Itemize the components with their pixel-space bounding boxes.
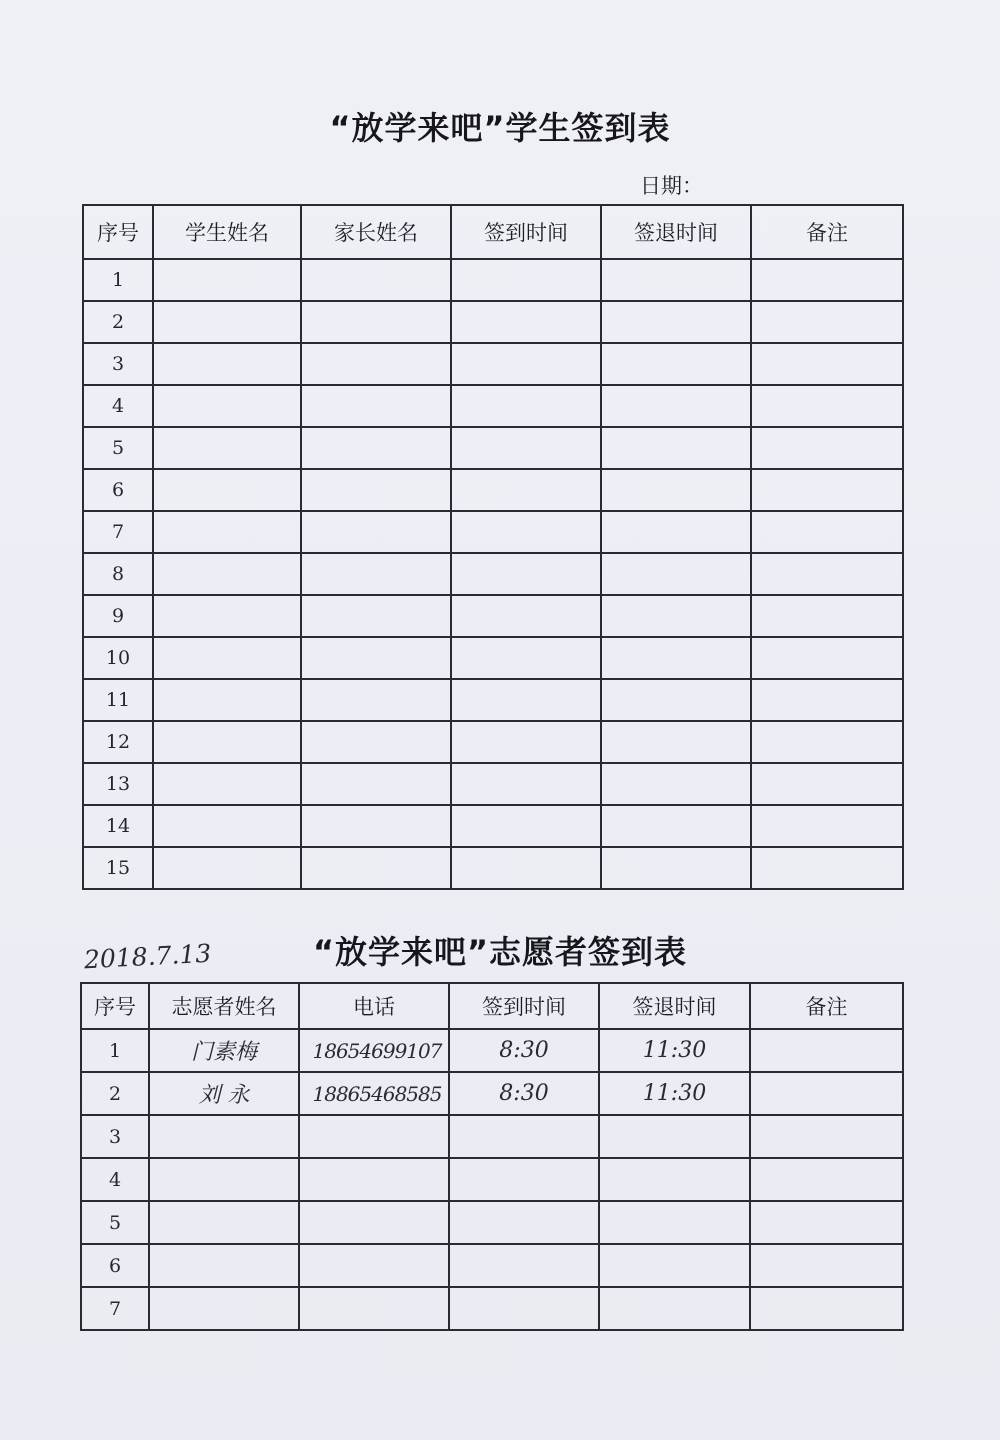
- student-name-cell: [153, 721, 301, 763]
- row-number: 7: [81, 1287, 149, 1330]
- sign-in-time-cell: [449, 1201, 599, 1244]
- student-sign-in-table: [82, 204, 904, 890]
- phone-cell: [299, 1287, 449, 1330]
- phone-cell: 18865468585: [299, 1072, 449, 1115]
- table-row: [83, 805, 903, 847]
- parent-name-cell: [301, 259, 451, 301]
- volunteer-sheet-title: “放学来吧”志愿者签到表: [312, 933, 688, 971]
- table-row: [81, 1115, 903, 1158]
- row-number: 14: [83, 805, 153, 847]
- column-header-volunteer-name: 志愿者姓名: [149, 983, 299, 1029]
- row-number: 4: [83, 385, 153, 427]
- sign-in-time-cell: [449, 1244, 599, 1287]
- sign-out-time-cell: [599, 1201, 750, 1244]
- sign-in-time-cell: [449, 1287, 599, 1330]
- student-name-cell: [153, 679, 301, 721]
- notes-cell: [751, 469, 903, 511]
- sign-out-time-cell: [601, 469, 751, 511]
- parent-name-cell: [301, 301, 451, 343]
- column-header-phone: 电话: [299, 983, 449, 1029]
- sign-in-time-cell: [451, 511, 601, 553]
- table-row: [81, 1072, 903, 1115]
- table-row: [83, 637, 903, 679]
- row-number: 6: [83, 469, 153, 511]
- sign-out-time-cell: [601, 721, 751, 763]
- sign-out-time-cell: [601, 301, 751, 343]
- sign-in-time-cell: [451, 343, 601, 385]
- phone-cell: [299, 1158, 449, 1201]
- student-name-cell: [153, 763, 301, 805]
- column-header-notes: 备注: [750, 983, 903, 1029]
- table-row: [83, 847, 903, 889]
- sign-out-time-cell: [601, 595, 751, 637]
- column-header-sign-out-time: 签退时间: [601, 205, 751, 259]
- sign-in-time-cell: [451, 721, 601, 763]
- sign-out-time-cell: 11:30: [599, 1072, 750, 1115]
- student-name-cell: [153, 385, 301, 427]
- table-row: [83, 427, 903, 469]
- volunteer-name-cell: [149, 1158, 299, 1201]
- student-name-cell: [153, 595, 301, 637]
- sign-out-time-cell: [601, 259, 751, 301]
- student-name-cell: [153, 343, 301, 385]
- row-number: 3: [81, 1115, 149, 1158]
- parent-name-cell: [301, 847, 451, 889]
- handwritten-date: 2018.7.13: [83, 938, 212, 975]
- sign-in-time-cell: [451, 679, 601, 721]
- table-row: [83, 469, 903, 511]
- column-header-parent-name: 家长姓名: [301, 205, 451, 259]
- table-header-row: [81, 983, 903, 1029]
- notes-cell: [750, 1072, 903, 1115]
- sign-in-time-cell: 8:30: [449, 1072, 599, 1115]
- phone-cell: [299, 1244, 449, 1287]
- notes-cell: [751, 595, 903, 637]
- table-row: [83, 721, 903, 763]
- table-row: [83, 679, 903, 721]
- column-header-student-name: 学生姓名: [153, 205, 301, 259]
- volunteer-name-cell: [149, 1244, 299, 1287]
- table-row: [83, 763, 903, 805]
- table-row: [83, 343, 903, 385]
- student-name-cell: [153, 511, 301, 553]
- row-number: 11: [83, 679, 153, 721]
- sign-out-time-cell: [601, 385, 751, 427]
- notes-cell: [750, 1158, 903, 1201]
- sign-out-time-cell: [601, 679, 751, 721]
- notes-cell: [750, 1115, 903, 1158]
- notes-cell: [750, 1029, 903, 1072]
- notes-cell: [751, 343, 903, 385]
- notes-cell: [751, 679, 903, 721]
- notes-cell: [751, 805, 903, 847]
- notes-cell: [751, 259, 903, 301]
- notes-cell: [751, 721, 903, 763]
- student-name-cell: [153, 553, 301, 595]
- sign-in-time-cell: [451, 553, 601, 595]
- student-name-cell: [153, 301, 301, 343]
- parent-name-cell: [301, 511, 451, 553]
- table-row: [81, 1201, 903, 1244]
- notes-cell: [751, 511, 903, 553]
- parent-name-cell: [301, 385, 451, 427]
- parent-name-cell: [301, 427, 451, 469]
- row-number: 1: [83, 259, 153, 301]
- sign-in-time-cell: 8:30: [449, 1029, 599, 1072]
- sign-out-time-cell: [601, 763, 751, 805]
- volunteer-name-cell: 门素梅: [149, 1029, 299, 1072]
- student-sheet-title: “放学来吧”学生签到表: [329, 109, 671, 147]
- date-label: 日期：: [640, 174, 703, 198]
- row-number: 6: [81, 1244, 149, 1287]
- table-row: [81, 1244, 903, 1287]
- sign-out-time-cell: [601, 553, 751, 595]
- notes-cell: [750, 1201, 903, 1244]
- column-header-no: 序号: [83, 205, 153, 259]
- row-number: 10: [83, 637, 153, 679]
- notes-cell: [750, 1244, 903, 1287]
- volunteer-name-cell: [149, 1287, 299, 1330]
- phone-cell: 18654699107: [299, 1029, 449, 1072]
- volunteer-name-cell: [149, 1115, 299, 1158]
- volunteer-sign-in-table: [80, 982, 904, 1331]
- sign-out-time-cell: [601, 805, 751, 847]
- column-header-no: 序号: [81, 983, 149, 1029]
- sign-in-time-cell: [451, 301, 601, 343]
- table-row: [81, 1029, 903, 1072]
- sign-out-time-cell: [601, 847, 751, 889]
- row-number: 7: [83, 511, 153, 553]
- notes-cell: [751, 301, 903, 343]
- table-row: [83, 385, 903, 427]
- sign-in-time-cell: [451, 763, 601, 805]
- sign-out-time-cell: [599, 1115, 750, 1158]
- sign-in-time-cell: [449, 1115, 599, 1158]
- parent-name-cell: [301, 679, 451, 721]
- sign-in-time-cell: [449, 1158, 599, 1201]
- sign-out-time-cell: [599, 1287, 750, 1330]
- row-number: 1: [81, 1029, 149, 1072]
- table-row: [81, 1158, 903, 1201]
- notes-cell: [751, 553, 903, 595]
- table-row: [83, 259, 903, 301]
- sign-out-time-cell: [599, 1158, 750, 1201]
- volunteer-name-cell: [149, 1201, 299, 1244]
- phone-cell: [299, 1115, 449, 1158]
- table-row: [83, 553, 903, 595]
- row-number: 3: [83, 343, 153, 385]
- student-name-cell: [153, 805, 301, 847]
- row-number: 9: [83, 595, 153, 637]
- sign-in-time-cell: [451, 847, 601, 889]
- sign-in-time-cell: [451, 427, 601, 469]
- table-header-row: [83, 205, 903, 259]
- sign-out-time-cell: 11:30: [599, 1029, 750, 1072]
- row-number: 15: [83, 847, 153, 889]
- row-number: 5: [83, 427, 153, 469]
- column-header-sign-in-time: 签到时间: [449, 983, 599, 1029]
- notes-cell: [751, 637, 903, 679]
- sign-out-time-cell: [599, 1244, 750, 1287]
- parent-name-cell: [301, 721, 451, 763]
- sign-out-time-cell: [601, 343, 751, 385]
- row-number: 2: [83, 301, 153, 343]
- column-header-sign-out-time: 签退时间: [599, 983, 750, 1029]
- notes-cell: [751, 427, 903, 469]
- parent-name-cell: [301, 469, 451, 511]
- table-row: [83, 301, 903, 343]
- parent-name-cell: [301, 595, 451, 637]
- volunteer-name-cell: 刘 永: [149, 1072, 299, 1115]
- sign-out-time-cell: [601, 427, 751, 469]
- column-header-sign-in-time: 签到时间: [451, 205, 601, 259]
- phone-cell: [299, 1201, 449, 1244]
- student-name-cell: [153, 427, 301, 469]
- sign-in-time-cell: [451, 595, 601, 637]
- row-number: 13: [83, 763, 153, 805]
- student-name-cell: [153, 847, 301, 889]
- student-name-cell: [153, 259, 301, 301]
- parent-name-cell: [301, 553, 451, 595]
- sign-out-time-cell: [601, 511, 751, 553]
- notes-cell: [751, 763, 903, 805]
- notes-cell: [750, 1287, 903, 1330]
- row-number: 12: [83, 721, 153, 763]
- parent-name-cell: [301, 637, 451, 679]
- student-name-cell: [153, 637, 301, 679]
- sign-in-time-cell: [451, 385, 601, 427]
- table-row: [83, 511, 903, 553]
- table-row: [81, 1287, 903, 1330]
- parent-name-cell: [301, 343, 451, 385]
- student-name-cell: [153, 469, 301, 511]
- sign-out-time-cell: [601, 637, 751, 679]
- notes-cell: [751, 847, 903, 889]
- row-number: 5: [81, 1201, 149, 1244]
- column-header-notes: 备注: [751, 205, 903, 259]
- row-number: 2: [81, 1072, 149, 1115]
- table-row: [83, 595, 903, 637]
- sign-in-time-cell: [451, 469, 601, 511]
- sign-in-time-cell: [451, 259, 601, 301]
- row-number: 4: [81, 1158, 149, 1201]
- sign-in-time-cell: [451, 805, 601, 847]
- parent-name-cell: [301, 763, 451, 805]
- row-number: 8: [83, 553, 153, 595]
- sign-in-time-cell: [451, 637, 601, 679]
- notes-cell: [751, 385, 903, 427]
- parent-name-cell: [301, 805, 451, 847]
